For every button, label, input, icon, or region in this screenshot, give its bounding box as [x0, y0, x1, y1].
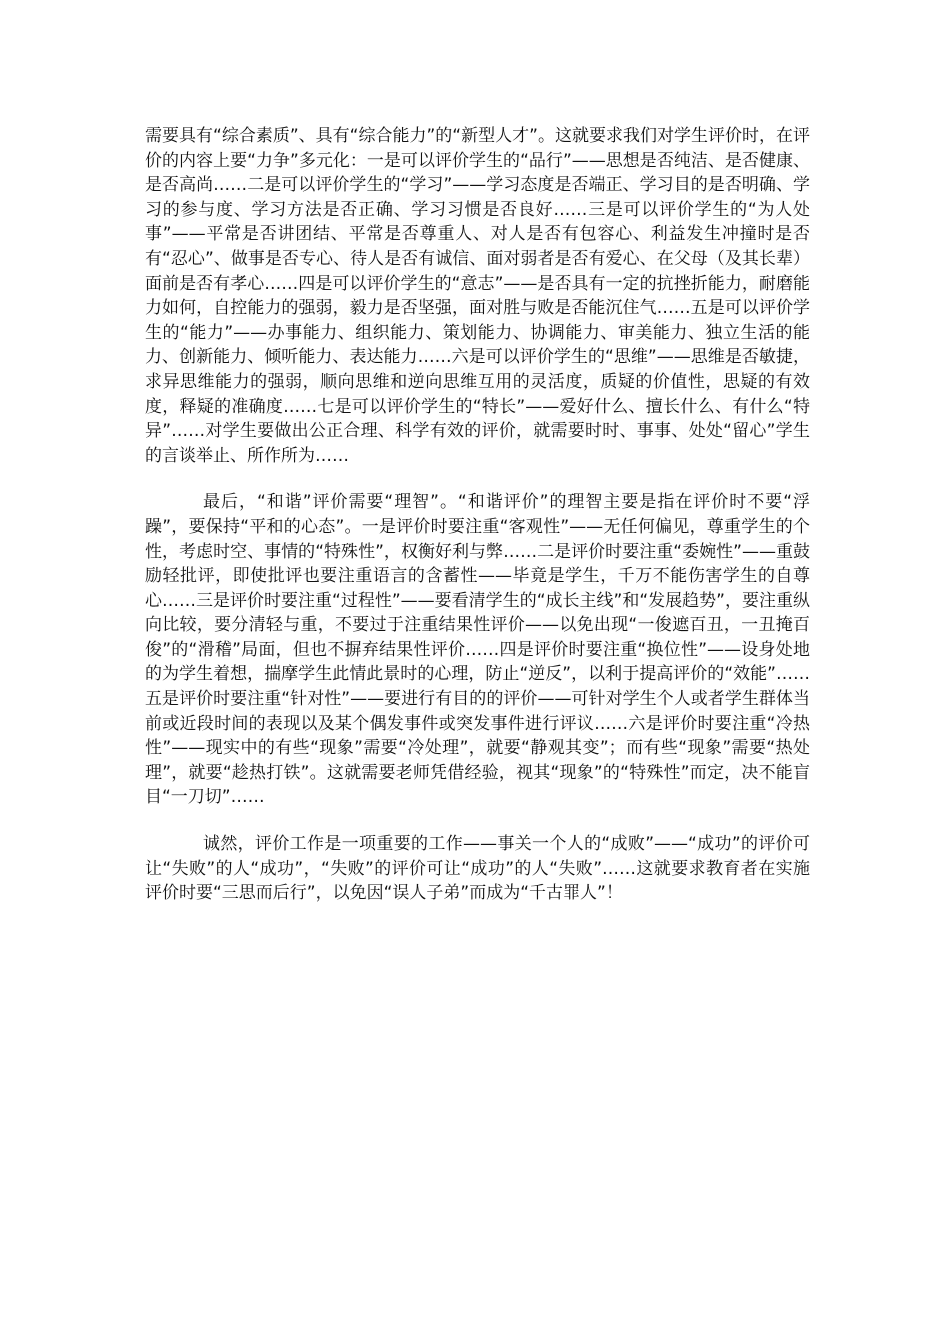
paragraph-conclusion: 诚然，评价工作是一项重要的工作——事关一个人的“成败”——“成功”的评价可让“失败”的人“成功”，“失败”的评价可让“成功”的人“失败”……这就要求教育者在实施评价时要“三思而后行”，以免因“误人子弟”而成为“千古罪人”！: [145, 834, 810, 904]
paragraph-evaluation-content: 需要具有“综合素质”、具有“综合能力”的“新型人才”。这就要求我们对学生评价时，在评价的内容上要“力争”多元化：一是可以评价学生的“品行”——思想是否纯洁、是否健康、是否高尚……二是可以评价学生的“学习”——学习态度是否端正、学习目的是否明确、学习的参与度、学习方法是否正确、学习习惯是否良好……三是可以评价学生的“为人处事”——平常是否讲团结、平常是否尊重人、对人是否有包容心、利益发生冲撞时是否有“忍心”、做事是否专心、待人是否有诚信、面对弱者是否有爱心、在父母（及其长辈）面前是否有孝心……四是可以评价学生的“意志”——是否具有一定的抗挫折能力，耐磨能力如何，自控能力的强弱，毅力是否坚强，面对胜与败是否能沉住气……五是可以评价学生的“能力”——办事能力、组织能力、策划能力、协调能力、审美能力、独立生活的能力、创新能力、倾听能力、表达能力……六是可以评价学生的“思维”——思维是否敏捷，求异思维能力的强弱，顺向思维和逆向思维互用的灵活度，质疑的价值性，思疑的有效度，释疑的准确度……七是可以评价学生的“特长”——爱好什么、擅长什么、有什么“特异”……对学生要做出公正合理、科学有效的评价，就需要时时、事事、处处“留心”学生的言谈举止、所作所为……: [145, 126, 810, 466]
paragraph-harmony-rational: 最后，“和谐”评价需要“理智”。“和谐评价”的理智主要是指在评价时不要“浮躁”，要保持“平和的心态”。一是评价时要注重“客观性”——无任何偏见，尊重学生的个性，考虑时空、事情的“特殊性”，权衡好利与弊……二是评价时要注重“委婉性”——重鼓励轻批评，即使批评也要注重语言的含蓄性——毕竟是学生，千万不能伤害学生的自尊心……三是评价时要注重“过程性”——要看清学生的“成长主线”和“发展趋势”，要注重纵向比较，要分清轻与重，不要过于注重结果性评价——以免出现“一俊遮百丑，一丑掩百俊”的“滑稽”局面，但也不摒弃结果性评价……四是评价时要注重“换位性”——设身处地的为学生着想，揣摩学生此情此景时的心理，防止“逆反”，以利于提高评价的“效能”……五是评价时要注重“针对性”——要进行有目的的评价——可针对学生个人或者学生群体当前或近段时间的表现以及某个偶发事件或突发事件进行评议……六是评价时要注重“冷热性”——现实中的有些“现象”需要“冷处理”，就要“静观其变”；而有些“现象”需要“热处理”，就要“趁热打铁”。这就需要老师凭借经验，视其“现象”的“特殊性”而定，决不能盲目“一刀切”……: [145, 492, 810, 808]
document-body: [145, 124, 810, 906]
